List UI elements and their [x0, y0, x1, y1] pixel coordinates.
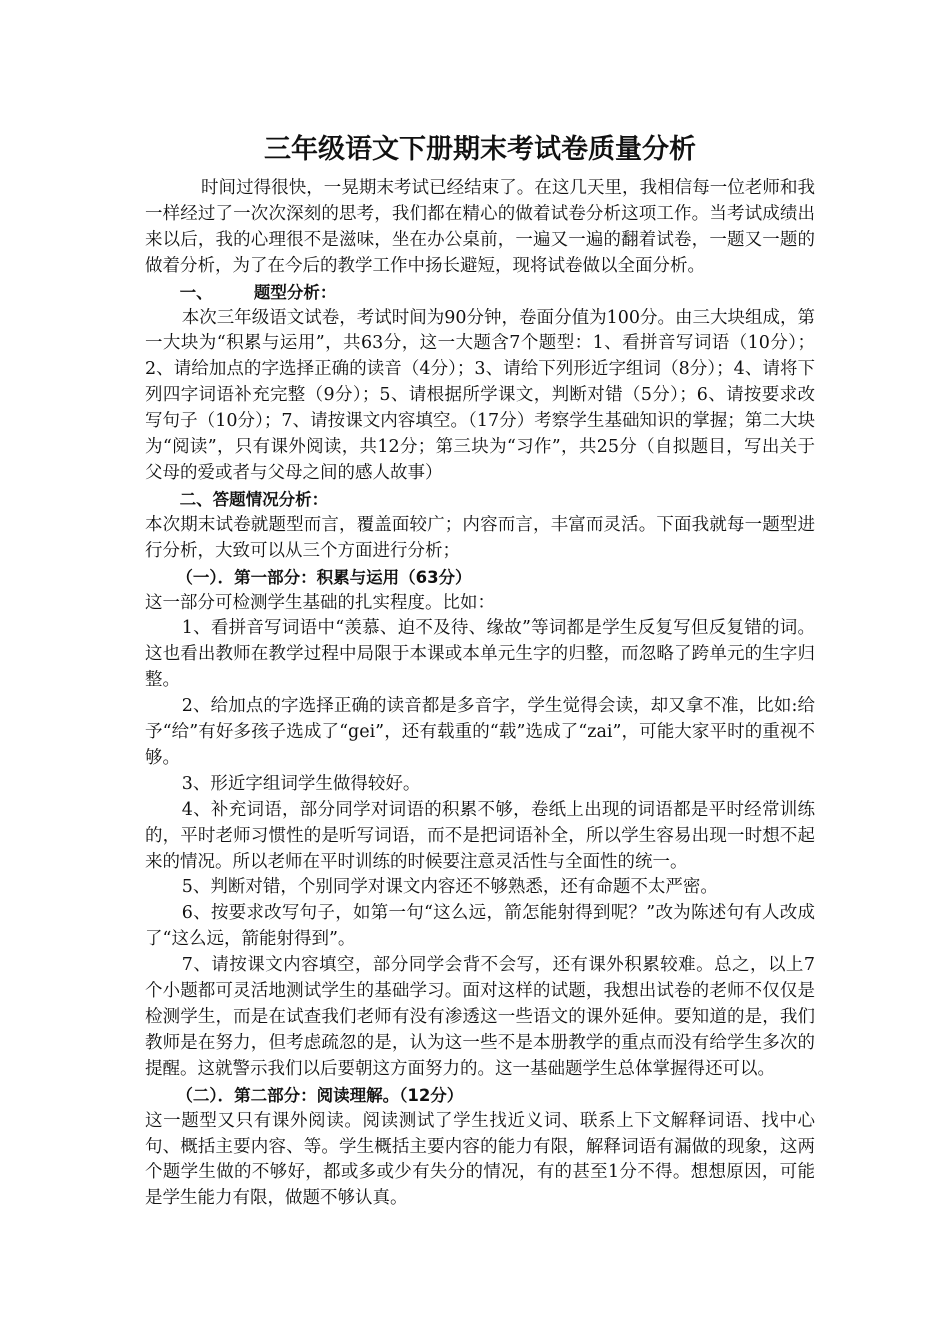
part1-item-1: 1、看拼音写词语中“羡慕、迫不及待、缘故”等词都是学生反复写但反复错的词。这也看出教师在教学过程中局限于本课或本单元生字的归整，而忽略了跨单元的生字归整。 — [145, 618, 815, 691]
part1-item-5: 5、判断对错，个别同学对课文内容还不够熟悉，还有命题不太严密。 — [181, 877, 718, 898]
section1-body: 本次三年级语文试卷，考试时间为90分钟，卷面分值为100分。由三大块组成，第一大块为“积累与运用”，共63分，这一大题含7个题型：1、看拼音写词语（10分）；2、请给加点的字选择正确的读音（4分）；3、请给下列形近字组词（8分）；4、请将下列四字词语补充完整（9分）；5、请根据所学课文，判断对错（5分）；6、请按要求改写句子（10分）；7、请按课文内容填空。（17分）考察学生基础知识的掌握；第二大块为“阅读”，只有课外阅读，共12分；第三块为“习作”，共25分（自拟题目，写出关于父母的爱或者与父母之间的感人故事） — [145, 307, 815, 483]
section2-heading: 二、答题情况分析： — [179, 489, 329, 509]
section2-body: 本次期末试卷就题型而言，覆盖面较广；内容而言，丰富而灵活。下面我就每一题型进行分析，大致可以从三个方面进行分析； — [145, 514, 815, 561]
part1-item-6: 6、按要求改写句子，如第一句“这么远，箭怎能射得到呢？”改为陈述句有人改成了“这么远，箭能射得到”。 — [145, 903, 815, 950]
part2-heading: （二）．第二部分：阅读理解。（12分） — [176, 1085, 464, 1105]
part1-item-7: 7、请按课文内容填空，部分同学会背不会写，还有课外积累较难。总之，以上7个小题都可灵活地测试学生的基础学习。面对这样的试题，我想出试卷的老师不仅仅是检测学生，而是在试查我们老师有没有渗透这一些语文的课外延伸。要知道的是，我们教师是在努力，但考虑疏忽的是，认为这一些不是本册教学的重点而没有给学生多次的提醒。这就警示我们以后要朝这方面努力的。这一基础题学生总体掌握得还可以。 — [145, 955, 815, 1079]
part2-body: 这一题型又只有课外阅读。阅读测试了学生找近义词、联系上下文解释词语、找中心句、概括主要内容、等。学生概括主要内容的能力有限，解释词语有漏做的现象，这两个题学生做的不够好，都或多或少有失分的情况，有的甚至1分不得。想想原因，可能是学生能力有限，做题不够认真。 — [145, 1110, 815, 1209]
part1-lead: 这一部分可检测学生基础的扎实程度。比如： — [145, 592, 495, 613]
part1-item-2: 2、给加点的字选择正确的读音都是多音字，学生觉得会读，却又拿不准，比如:给予“给”有好多孩子选成了“gei”，还有载重的“载”选成了“zai”，可能大家平时的重视不够。 — [145, 696, 815, 768]
intro-paragraph: 时间过得很快，一晃期末考试已经结束了。在这几天里，我相信每一位老师和我一样经过了一次次深刻的思考，我们都在精心的做着试卷分析这项工作。当考试成绩出来以后，我的心理很不是滋味，坐在办公桌前，一遍又一遍的翻着试卷，一题又一题的做着分析，为了在今后的教学工作中扬长避短，现将试卷做以全面分析。 — [145, 178, 815, 276]
document-title: 三年级语文下册期末考试卷质量分析 — [264, 134, 696, 165]
part1-item-4: 4、补充词语，部分同学对词语的积累不够，卷纸上出现的词语都是平时经常训练的，平时老师习惯性的是听写词语，而不是把词语补全，所以学生容易出现一时想不起来的情况。所以老师在平时训练的时候要注意灵活性与全面性的统一。 — [145, 799, 815, 872]
section1-number: 一、 — [179, 282, 213, 302]
section1-heading — [145, 280, 815, 306]
document-page — [145, 130, 815, 1212]
part1-item-3: 3、形近字组词学生做得较好。 — [181, 773, 421, 794]
part1-heading: （一）．第一部分：积累与运用（63分） — [176, 567, 472, 587]
section1-title: 题型分析： — [253, 282, 337, 302]
